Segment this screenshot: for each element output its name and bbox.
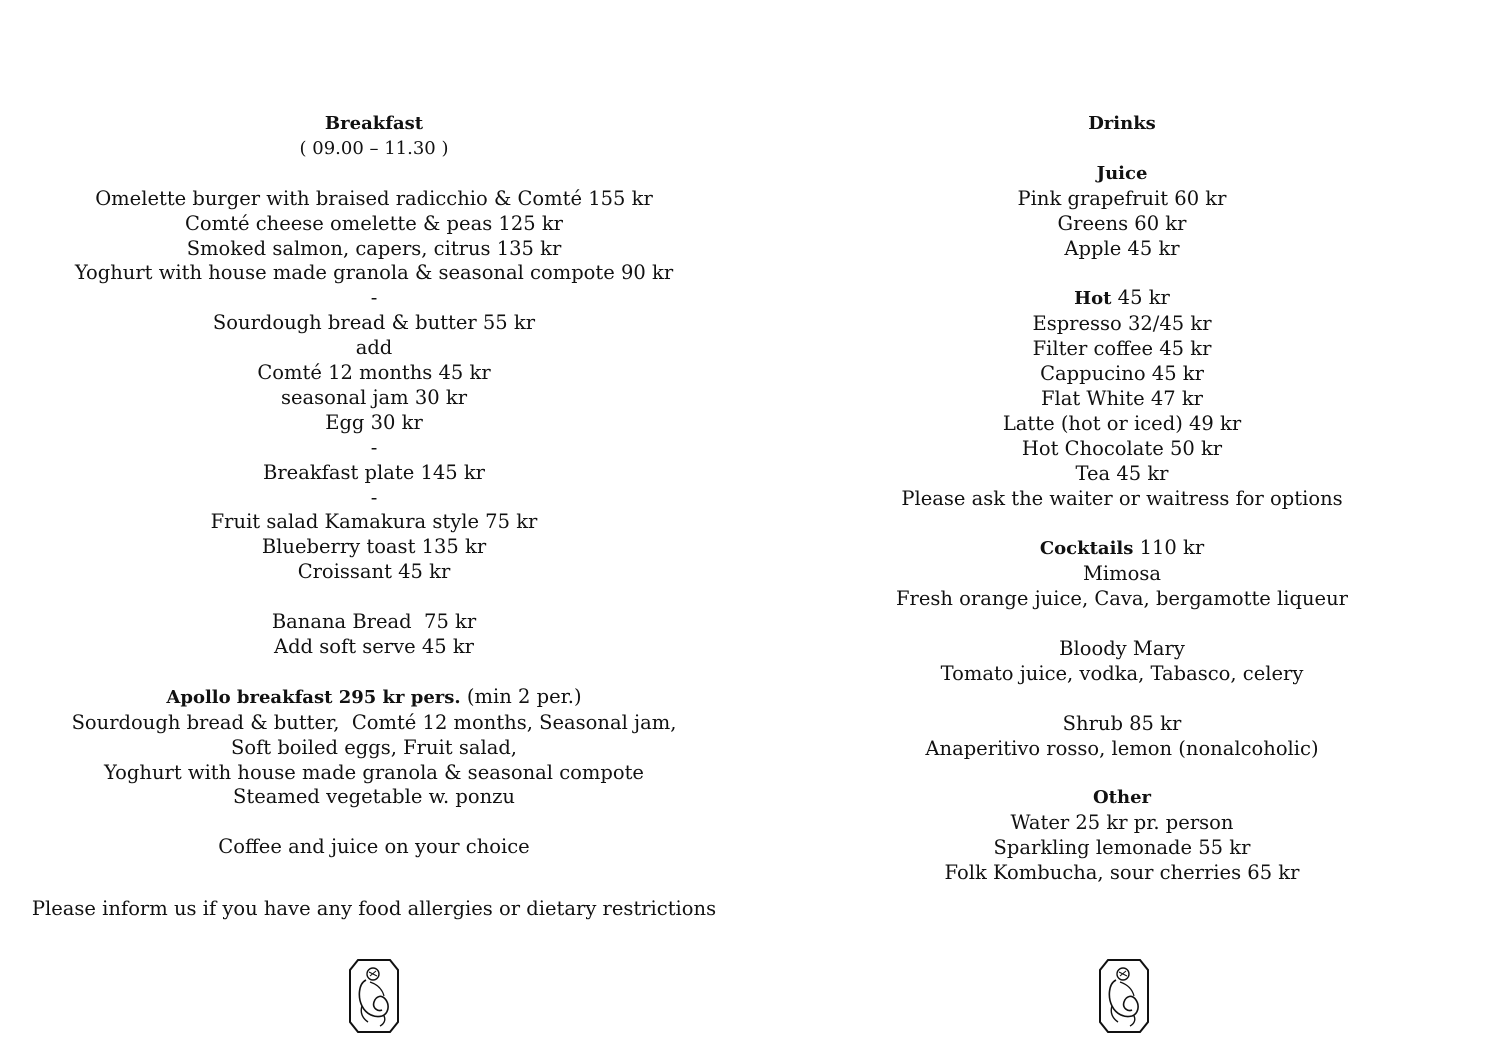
menu-item: Fruit salad Kamakura style 75 kr xyxy=(210,510,538,534)
menu-item: Comté 12 months 45 kr xyxy=(257,361,491,385)
menu-item: Breakfast plate 145 kr xyxy=(263,460,485,484)
hot-price: 45 kr xyxy=(1111,286,1170,310)
menu-item: Tomato juice, vodka, Tabasco, celery xyxy=(940,661,1304,685)
cocktails-price: 110 kr xyxy=(1133,536,1205,560)
breakfast-column xyxy=(0,112,748,922)
separator: - xyxy=(370,286,378,310)
menu-item: Tea 45 kr xyxy=(1075,461,1169,485)
menu-item: Yoghurt with house made granola & seasonal compote xyxy=(104,760,644,784)
hot-title: Hot xyxy=(1074,288,1112,310)
menu-item: Egg 30 kr xyxy=(325,410,423,434)
menu-item: Greens 60 kr xyxy=(1057,211,1187,235)
add-label: add xyxy=(355,336,393,360)
hot-heading xyxy=(748,286,1496,312)
menu-item: Anaperitivo rosso, lemon (nonalcoholic) xyxy=(925,736,1319,760)
menu-item: Pink grapefruit 60 kr xyxy=(1017,186,1227,210)
separator: - xyxy=(370,435,378,459)
menu-item: Flat White 47 kr xyxy=(1041,386,1203,410)
cocktails-title: Cocktails xyxy=(1039,538,1134,560)
menu-item: Hot Chocolate 50 kr xyxy=(1021,436,1223,460)
menu-item: seasonal jam 30 kr xyxy=(280,385,468,409)
menu-item: Croissant 45 kr xyxy=(297,560,451,584)
menu-item: Filter coffee 45 kr xyxy=(1032,337,1212,361)
apollo-min: (min 2 per.) xyxy=(460,684,582,708)
breakfast-hours: ( 09.00 – 11.30 ) xyxy=(299,137,449,159)
apollo-title: Apollo breakfast 295 kr pers. xyxy=(166,686,461,708)
menu-item: Latte (hot or iced) 49 kr xyxy=(1002,411,1242,435)
menu-item: Apple 45 kr xyxy=(1064,236,1180,260)
menu-item: Blueberry toast 135 kr xyxy=(261,535,487,559)
menu-item: Sparkling lemonade 55 kr xyxy=(993,836,1251,860)
menu-item: Comté cheese omelette & peas 125 kr xyxy=(185,211,563,235)
menu-item: Soft boiled eggs, Fruit salad, xyxy=(230,735,518,759)
menu-item: Cappucino 45 kr xyxy=(1040,362,1204,386)
menu-item: Smoked salmon, capers, citrus 135 kr xyxy=(186,236,562,260)
menu-item: Bloody Mary xyxy=(1059,636,1185,660)
menu-item: Water 25 kr pr. person xyxy=(1010,811,1234,835)
menu-item: Yoghurt with house made granola & seasonal compote 90 kr xyxy=(74,261,674,285)
apollo-heading xyxy=(0,685,748,711)
menu-item: Banana Bread 75 kr xyxy=(271,610,477,634)
allergy-note: Please inform us if you have any food allergies or dietary restrictions xyxy=(31,897,717,921)
cocktails-heading xyxy=(748,536,1496,562)
crouching-figure-emblem-icon xyxy=(1098,958,1150,1034)
crouching-figure-emblem-icon xyxy=(348,958,400,1034)
menu-item: Shrub 85 kr xyxy=(1062,711,1182,735)
other-heading: Other xyxy=(1092,787,1152,809)
menu-item: Espresso 32/45 kr xyxy=(1032,312,1212,336)
menu-item: Fresh orange juice, Cava, bergamotte liqueur xyxy=(896,587,1348,611)
breakfast-title: Breakfast xyxy=(324,113,424,134)
menu-item: Sourdough bread & butter, Comté 12 months, Seasonal jam, xyxy=(71,710,677,734)
menu-item: Please ask the waiter or waitress for options xyxy=(901,486,1343,510)
menu-item: Steamed vegetable w. ponzu xyxy=(233,785,515,809)
juice-heading: Juice xyxy=(1096,162,1148,184)
coffee-note: Coffee and juice on your choice xyxy=(218,835,530,859)
menu-item: Omelette burger with braised radicchio & Comté 155 kr xyxy=(95,186,653,210)
menu-item: Sourdough bread & butter 55 kr xyxy=(212,311,536,335)
menu-item: Folk Kombucha, sour cherries 65 kr xyxy=(944,861,1300,885)
separator: - xyxy=(370,485,378,509)
menu-item: Add soft serve 45 kr xyxy=(273,635,475,658)
drinks-column xyxy=(748,112,1496,886)
drinks-title: Drinks xyxy=(1088,113,1156,134)
menu-item: Mimosa xyxy=(1082,562,1162,586)
